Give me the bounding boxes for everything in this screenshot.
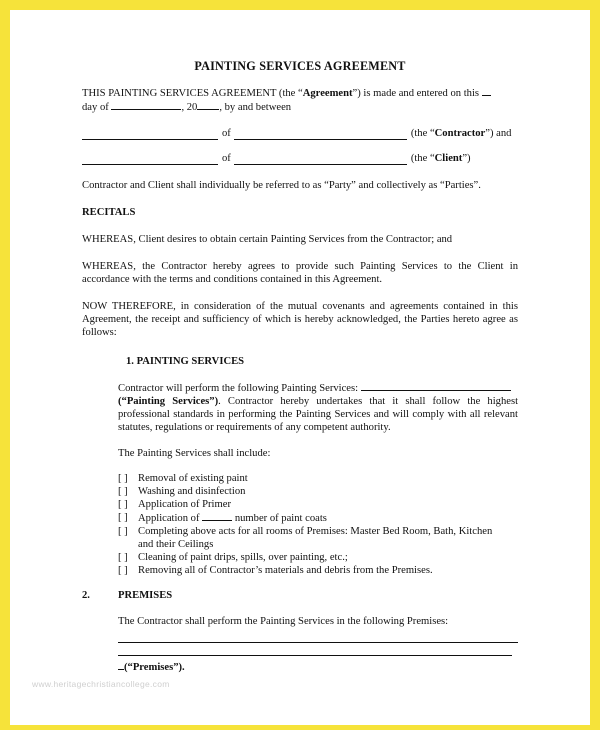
client-address-blank[interactable] — [234, 155, 407, 165]
checkbox[interactable]: [ ] — [118, 499, 128, 510]
coats-blank[interactable] — [202, 511, 232, 521]
client-label: (the “Client”) — [410, 153, 471, 164]
watermark: www.heritagechristiancollege.com — [32, 679, 170, 689]
contractor-row: of (the “Contractor”) and — [82, 126, 518, 140]
checkbox[interactable]: [ ] — [118, 565, 128, 576]
checklist-item[interactable]: [ ] Washing and disinfection — [118, 486, 246, 497]
services-include-label: The Painting Services shall include: — [118, 448, 271, 459]
checkbox[interactable]: [ ] — [118, 486, 128, 497]
client-name-blank[interactable] — [82, 155, 218, 165]
checkbox[interactable]: [ ] — [118, 552, 128, 563]
checklist-item[interactable]: [ ] Application of number of paint coats — [118, 512, 327, 524]
document-title: PAINTING SERVICES AGREEMENT — [194, 59, 406, 73]
checklist-item[interactable]: [ ] Completing above acts for all rooms of Premises: Master Bed Room, Bath, Kitchen and their Ceilings — [118, 526, 493, 550]
premises-end: (“Premises”). — [118, 660, 518, 674]
day-number-blank[interactable] — [482, 86, 491, 96]
services-checklist — [118, 472, 518, 577]
month-blank[interactable] — [111, 100, 181, 110]
contractor-name-blank[interactable] — [82, 130, 218, 140]
premises-line-1[interactable] — [118, 642, 518, 643]
year-blank[interactable] — [197, 100, 219, 110]
intro-paragraph: THIS PAINTING SERVICES AGREEMENT (the “Agreement”) is made and entered on this day of , 20 , by and between — [82, 86, 518, 114]
checkbox[interactable]: [ ] — [118, 526, 128, 537]
now-therefore: NOW THEREFORE, in consideration of the mutual covenants and agreements contained in this Agreement, the receipt and sufficiency of which is hereby acknowledged, the Parties hereto agree as follows: — [82, 301, 518, 338]
services-blank[interactable] — [361, 381, 511, 391]
checklist-item[interactable]: [ ] Application of Primer — [118, 499, 231, 510]
checklist-item[interactable]: [ ] Cleaning of paint drips, spills, over painting, etc.; — [118, 552, 348, 563]
section2-paragraph: The Contractor shall perform the Painting Services in the following Premises: — [118, 616, 449, 627]
document-page — [10, 10, 590, 725]
checklist-item[interactable]: [ ] Removal of existing paint — [118, 473, 248, 484]
whereas-1: WHEREAS, Client desires to obtain certain Painting Services from the Contractor; and — [82, 234, 453, 245]
contractor-address-blank[interactable] — [234, 130, 407, 140]
premises-line-2[interactable] — [118, 655, 512, 656]
section1-paragraph: Contractor will perform the following Painting Services: (“Painting Services”). Contractor hereby undertakes that it shall follow the highest professional standards in performing the Painting Services and will comply with all relevant statutes, regulations or requirements of any competent authority. — [118, 383, 519, 433]
checkbox[interactable]: [ ] — [118, 473, 128, 484]
contractor-label: (the “Contractor”) and — [410, 128, 512, 139]
whereas-2: WHEREAS, the Contractor hereby agrees to provide such Painting Services to the Client in accordance with the terms and conditions contained in this Agreement. — [82, 261, 518, 285]
checklist-item[interactable]: [ ] Removing all of Contractor’s materials and debris from the Premises. — [118, 565, 433, 576]
checkbox[interactable]: [ ] — [118, 512, 128, 523]
recitals-heading: RECITALS — [82, 207, 136, 218]
party-definition: Contractor and Client shall individually be referred to as “Party” and collectively as “Parties”. — [82, 180, 481, 191]
client-row: of (the “Client”) — [82, 151, 518, 165]
section2-heading: 2. PREMISES — [82, 590, 173, 601]
section1-heading: 1. PAINTING SERVICES — [126, 356, 245, 367]
